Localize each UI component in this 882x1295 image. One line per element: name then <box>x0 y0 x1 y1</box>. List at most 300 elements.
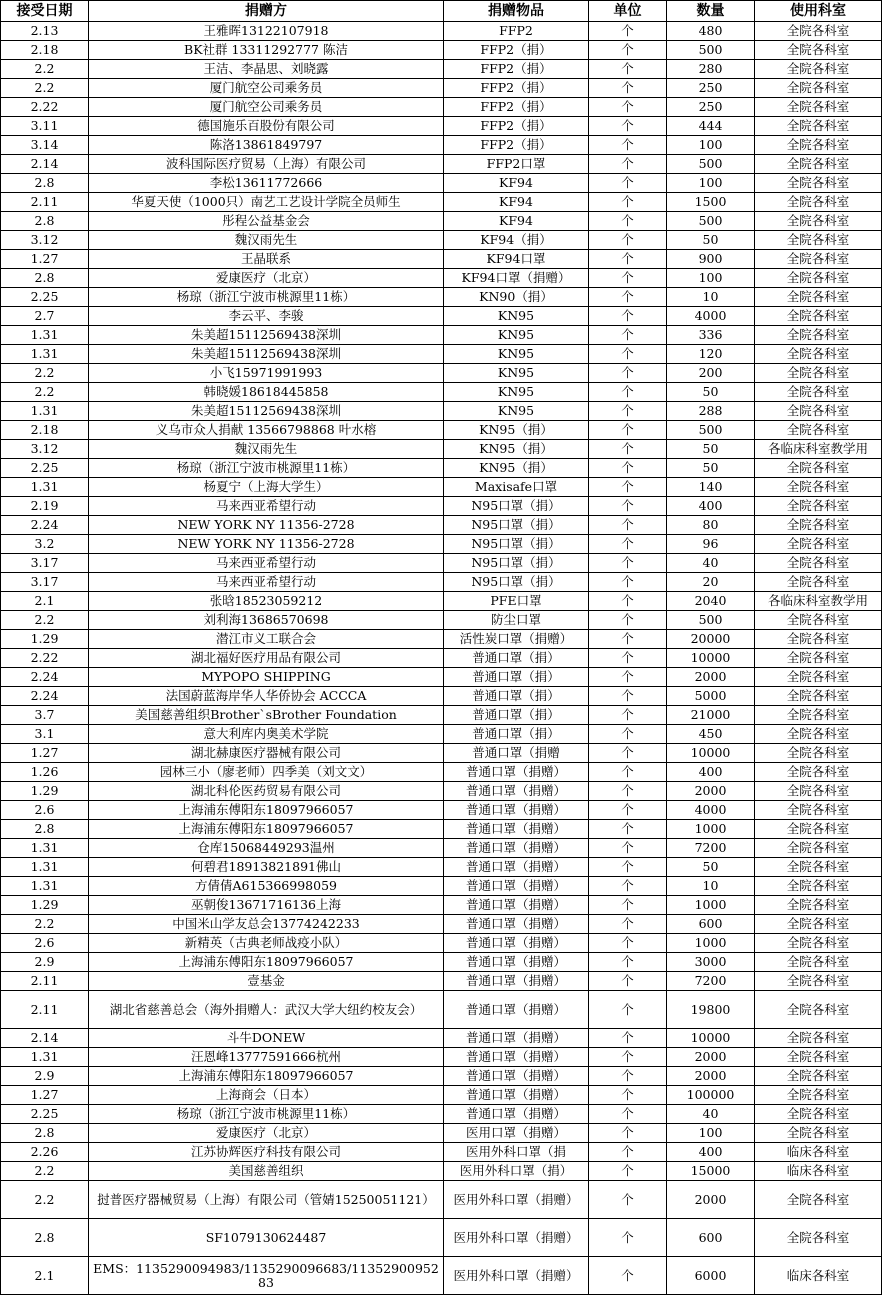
cell-unit: 个 <box>589 364 667 383</box>
cell-unit: 个 <box>589 535 667 554</box>
table-row <box>1 915 882 934</box>
cell-quantity: 10000 <box>667 744 755 763</box>
cell-item: FFP2 <box>444 22 589 41</box>
cell-donor: 爱康医疗（北京） <box>89 1124 444 1143</box>
cell-donor: 杨琼（浙江宁波市桃源里11栋） <box>89 459 444 478</box>
table-row <box>1 630 882 649</box>
cell-unit: 个 <box>589 744 667 763</box>
cell-unit: 个 <box>589 1105 667 1124</box>
cell-department: 全院各科室 <box>755 364 882 383</box>
table-row <box>1 1162 882 1181</box>
cell-unit: 个 <box>589 991 667 1029</box>
cell-donor: 小飞15971991993 <box>89 364 444 383</box>
table-row <box>1 592 882 611</box>
cell-donor: 上海浦东傅阳东18097966057 <box>89 801 444 820</box>
cell-item: 普通口罩（捐） <box>444 706 589 725</box>
header-row <box>1 1 882 22</box>
cell-quantity: 600 <box>667 1219 755 1257</box>
cell-date: 2.1 <box>1 592 89 611</box>
cell-item: 普通口罩（捐赠） <box>444 1086 589 1105</box>
table-row <box>1 98 882 117</box>
cell-department: 全院各科室 <box>755 1086 882 1105</box>
cell-donor: 湖北省慈善总会（海外捐赠人：武汉大学大纽约校友会） <box>89 991 444 1029</box>
cell-department: 全院各科室 <box>755 725 882 744</box>
cell-department: 全院各科室 <box>755 744 882 763</box>
cell-department: 全院各科室 <box>755 896 882 915</box>
table-row <box>1 478 882 497</box>
cell-date: 2.2 <box>1 611 89 630</box>
cell-department: 全院各科室 <box>755 763 882 782</box>
cell-unit: 个 <box>589 269 667 288</box>
cell-date: 2.6 <box>1 934 89 953</box>
table-body <box>1 22 882 1295</box>
cell-unit: 个 <box>589 839 667 858</box>
cell-quantity: 10 <box>667 877 755 896</box>
cell-unit: 个 <box>589 725 667 744</box>
cell-date: 2.14 <box>1 1029 89 1048</box>
cell-quantity: 50 <box>667 231 755 250</box>
cell-date: 1.31 <box>1 345 89 364</box>
cell-donor: 新精英（古典老师战疫小队） <box>89 934 444 953</box>
cell-item: 普通口罩（捐赠） <box>444 953 589 972</box>
cell-unit: 个 <box>589 307 667 326</box>
cell-quantity: 20 <box>667 573 755 592</box>
cell-department: 临床各科室 <box>755 1143 882 1162</box>
cell-donor: 李松13611772666 <box>89 174 444 193</box>
cell-date: 1.26 <box>1 763 89 782</box>
cell-unit: 个 <box>589 174 667 193</box>
cell-department: 全院各科室 <box>755 1124 882 1143</box>
cell-item: KF94口罩 <box>444 250 589 269</box>
cell-quantity: 2000 <box>667 782 755 801</box>
table-row <box>1 972 882 991</box>
cell-quantity: 80 <box>667 516 755 535</box>
cell-date: 2.19 <box>1 497 89 516</box>
cell-date: 2.18 <box>1 421 89 440</box>
table-row <box>1 155 882 174</box>
cell-quantity: 6000 <box>667 1257 755 1295</box>
cell-date: 2.2 <box>1 79 89 98</box>
cell-unit: 个 <box>589 630 667 649</box>
cell-date: 2.2 <box>1 1162 89 1181</box>
cell-donor: 方倩倩A615366998059 <box>89 877 444 896</box>
cell-donor: 江苏协辉医疗科技有限公司 <box>89 1143 444 1162</box>
table-row <box>1 364 882 383</box>
cell-date: 3.2 <box>1 535 89 554</box>
cell-quantity: 15000 <box>667 1162 755 1181</box>
cell-date: 1.31 <box>1 839 89 858</box>
cell-item: FFP2（捐） <box>444 98 589 117</box>
cell-department: 全院各科室 <box>755 231 882 250</box>
cell-donor: 爱康医疗（北京） <box>89 269 444 288</box>
table-row <box>1 573 882 592</box>
cell-item: KN95 <box>444 402 589 421</box>
cell-unit: 个 <box>589 1124 667 1143</box>
cell-date: 2.2 <box>1 1181 89 1219</box>
table-row <box>1 41 882 60</box>
cell-quantity: 10000 <box>667 1029 755 1048</box>
cell-unit: 个 <box>589 193 667 212</box>
table-row <box>1 782 882 801</box>
cell-donor: 陈洛13861849797 <box>89 136 444 155</box>
table-row <box>1 877 882 896</box>
cell-date: 2.9 <box>1 953 89 972</box>
cell-item: FFP2（捐） <box>444 60 589 79</box>
cell-donor: 马来西亚希望行动 <box>89 554 444 573</box>
table-row <box>1 763 882 782</box>
cell-department: 全院各科室 <box>755 953 882 972</box>
cell-donor: 上海商会（日本） <box>89 1086 444 1105</box>
cell-quantity: 600 <box>667 915 755 934</box>
cell-quantity: 140 <box>667 478 755 497</box>
cell-item: 医用口罩（捐赠） <box>444 1124 589 1143</box>
cell-quantity: 500 <box>667 41 755 60</box>
cell-item: 普通口罩（捐赠） <box>444 934 589 953</box>
cell-item: FFP2（捐） <box>444 136 589 155</box>
cell-date: 2.8 <box>1 1124 89 1143</box>
cell-department: 全院各科室 <box>755 345 882 364</box>
cell-donor: 义乌市众人捐献 13566798868 叶水榕 <box>89 421 444 440</box>
table-row <box>1 991 882 1029</box>
cell-date: 2.13 <box>1 22 89 41</box>
cell-department: 临床各科室 <box>755 1162 882 1181</box>
cell-item: 普通口罩（捐赠） <box>444 858 589 877</box>
cell-quantity: 50 <box>667 440 755 459</box>
cell-quantity: 2000 <box>667 1181 755 1219</box>
table-row <box>1 269 882 288</box>
cell-department: 全院各科室 <box>755 801 882 820</box>
cell-date: 1.31 <box>1 858 89 877</box>
cell-department: 全院各科室 <box>755 516 882 535</box>
table-row <box>1 1219 882 1257</box>
cell-donor: 美国慈善组织Brother`sBrother Foundation <box>89 706 444 725</box>
cell-donor: 湖北赫康医疗器械有限公司 <box>89 744 444 763</box>
cell-department: 全院各科室 <box>755 155 882 174</box>
cell-department: 全院各科室 <box>755 98 882 117</box>
cell-department: 全院各科室 <box>755 668 882 687</box>
table-row <box>1 421 882 440</box>
cell-unit: 个 <box>589 877 667 896</box>
cell-date: 1.29 <box>1 630 89 649</box>
cell-department: 全院各科室 <box>755 858 882 877</box>
cell-item: 普通口罩（捐） <box>444 668 589 687</box>
cell-date: 3.17 <box>1 554 89 573</box>
cell-quantity: 4000 <box>667 307 755 326</box>
cell-quantity: 288 <box>667 402 755 421</box>
cell-quantity: 500 <box>667 421 755 440</box>
cell-date: 2.25 <box>1 288 89 307</box>
cell-unit: 个 <box>589 212 667 231</box>
table-row <box>1 1181 882 1219</box>
cell-date: 2.11 <box>1 991 89 1029</box>
cell-donor: 朱美超15112569438深圳 <box>89 345 444 364</box>
table-row <box>1 383 882 402</box>
cell-date: 2.25 <box>1 1105 89 1124</box>
table-row <box>1 839 882 858</box>
cell-item: 普通口罩（捐赠） <box>444 801 589 820</box>
cell-date: 1.31 <box>1 1048 89 1067</box>
cell-quantity: 100 <box>667 174 755 193</box>
cell-quantity: 100 <box>667 269 755 288</box>
cell-quantity: 1000 <box>667 820 755 839</box>
table-row <box>1 459 882 478</box>
cell-quantity: 4000 <box>667 801 755 820</box>
cell-donor: 刘利海13686570698 <box>89 611 444 630</box>
cell-donor: 朱美超15112569438深圳 <box>89 402 444 421</box>
cell-item: 普通口罩（捐赠） <box>444 915 589 934</box>
cell-date: 3.17 <box>1 573 89 592</box>
cell-date: 2.2 <box>1 915 89 934</box>
cell-date: 2.8 <box>1 212 89 231</box>
table-row <box>1 1067 882 1086</box>
cell-department: 全院各科室 <box>755 554 882 573</box>
table-row <box>1 1105 882 1124</box>
cell-department: 全院各科室 <box>755 573 882 592</box>
cell-item: 普通口罩（捐赠） <box>444 763 589 782</box>
table-row <box>1 516 882 535</box>
cell-unit: 个 <box>589 1029 667 1048</box>
cell-date: 2.22 <box>1 649 89 668</box>
cell-item: 活性炭口罩（捐赠） <box>444 630 589 649</box>
cell-department: 全院各科室 <box>755 611 882 630</box>
cell-donor: 巫朝俊13671716136上海 <box>89 896 444 915</box>
cell-unit: 个 <box>589 250 667 269</box>
cell-item: KN90（捐） <box>444 288 589 307</box>
cell-donor: 韩晓媛18618445858 <box>89 383 444 402</box>
table-row <box>1 535 882 554</box>
cell-quantity: 500 <box>667 155 755 174</box>
cell-item: 普通口罩（捐赠） <box>444 820 589 839</box>
cell-quantity: 100 <box>667 136 755 155</box>
table-row <box>1 687 882 706</box>
cell-unit: 个 <box>589 1048 667 1067</box>
cell-donor: 上海浦东傅阳东18097966057 <box>89 1067 444 1086</box>
table-row <box>1 440 882 459</box>
cell-unit: 个 <box>589 706 667 725</box>
cell-quantity: 200 <box>667 364 755 383</box>
cell-item: KN95 <box>444 307 589 326</box>
cell-date: 3.1 <box>1 725 89 744</box>
cell-date: 1.31 <box>1 478 89 497</box>
cell-item: 普通口罩（捐赠） <box>444 1048 589 1067</box>
cell-department: 全院各科室 <box>755 193 882 212</box>
table-row <box>1 649 882 668</box>
cell-date: 3.14 <box>1 136 89 155</box>
cell-donor: 挝普医疗器械贸易（上海）有限公司（管婧15250051121） <box>89 1181 444 1219</box>
header-quantity: 数量 <box>667 1 755 22</box>
cell-department: 全院各科室 <box>755 649 882 668</box>
cell-donor: 厦门航空公司乘务员 <box>89 79 444 98</box>
cell-donor: 王洁、李晶思、刘晓露 <box>89 60 444 79</box>
cell-date: 3.7 <box>1 706 89 725</box>
cell-department: 全院各科室 <box>755 459 882 478</box>
table-row <box>1 934 882 953</box>
cell-department: 全院各科室 <box>755 991 882 1029</box>
cell-item: 医用外科口罩（捐 <box>444 1143 589 1162</box>
cell-item: 医用外科口罩（捐赠） <box>444 1181 589 1219</box>
cell-quantity: 500 <box>667 611 755 630</box>
cell-unit: 个 <box>589 459 667 478</box>
cell-donor: 美国慈善组织 <box>89 1162 444 1181</box>
cell-unit: 个 <box>589 1067 667 1086</box>
table-row <box>1 174 882 193</box>
table-row <box>1 193 882 212</box>
cell-unit: 个 <box>589 896 667 915</box>
cell-quantity: 480 <box>667 22 755 41</box>
cell-item: KF94 <box>444 193 589 212</box>
cell-quantity: 900 <box>667 250 755 269</box>
table-row <box>1 1048 882 1067</box>
cell-unit: 个 <box>589 820 667 839</box>
cell-unit: 个 <box>589 326 667 345</box>
table-row <box>1 60 882 79</box>
table-row <box>1 896 882 915</box>
cell-item: KN95 <box>444 326 589 345</box>
cell-unit: 个 <box>589 421 667 440</box>
cell-date: 2.24 <box>1 687 89 706</box>
cell-unit: 个 <box>589 79 667 98</box>
cell-date: 3.12 <box>1 231 89 250</box>
cell-unit: 个 <box>589 288 667 307</box>
cell-quantity: 50 <box>667 858 755 877</box>
cell-date: 2.22 <box>1 98 89 117</box>
cell-department: 全院各科室 <box>755 782 882 801</box>
cell-unit: 个 <box>589 687 667 706</box>
cell-department: 全院各科室 <box>755 174 882 193</box>
table-row <box>1 725 882 744</box>
cell-item: 普通口罩（捐赠） <box>444 1067 589 1086</box>
cell-department: 各临床科室教学用 <box>755 592 882 611</box>
table-row <box>1 1143 882 1162</box>
cell-donor: 杨琼（浙江宁波市桃源里11栋） <box>89 288 444 307</box>
cell-item: 普通口罩（捐） <box>444 725 589 744</box>
cell-donor: 魏汉雨先生 <box>89 440 444 459</box>
cell-quantity: 50 <box>667 383 755 402</box>
cell-department: 全院各科室 <box>755 79 882 98</box>
cell-quantity: 2000 <box>667 1048 755 1067</box>
cell-date: 2.2 <box>1 60 89 79</box>
cell-quantity: 50 <box>667 459 755 478</box>
table-row <box>1 250 882 269</box>
cell-date: 1.27 <box>1 744 89 763</box>
cell-donor: SF1079130624487 <box>89 1219 444 1257</box>
cell-item: N95口罩（捐） <box>444 573 589 592</box>
cell-donor: 王雅晖13122107918 <box>89 22 444 41</box>
cell-item: 普通口罩（捐赠） <box>444 991 589 1029</box>
cell-date: 2.8 <box>1 269 89 288</box>
cell-unit: 个 <box>589 763 667 782</box>
cell-quantity: 500 <box>667 212 755 231</box>
cell-item: FFP2（捐） <box>444 41 589 60</box>
cell-department: 全院各科室 <box>755 212 882 231</box>
cell-item: 普通口罩（捐） <box>444 649 589 668</box>
cell-donor: 华夏天使（1000只）南艺工艺设计学院全员师生 <box>89 193 444 212</box>
cell-department: 全院各科室 <box>755 402 882 421</box>
cell-date: 2.8 <box>1 820 89 839</box>
cell-date: 1.27 <box>1 250 89 269</box>
cell-department: 全院各科室 <box>755 288 882 307</box>
cell-date: 2.2 <box>1 364 89 383</box>
cell-department: 全院各科室 <box>755 630 882 649</box>
cell-item: N95口罩（捐） <box>444 535 589 554</box>
cell-date: 2.6 <box>1 801 89 820</box>
cell-item: 医用外科口罩（捐赠） <box>444 1219 589 1257</box>
cell-date: 2.1 <box>1 1257 89 1295</box>
cell-donor: MYPOPO SHIPPING <box>89 668 444 687</box>
cell-date: 2.8 <box>1 174 89 193</box>
cell-item: 普通口罩（捐赠） <box>444 1105 589 1124</box>
cell-department: 全院各科室 <box>755 1048 882 1067</box>
cell-item: N95口罩（捐） <box>444 497 589 516</box>
cell-item: 普通口罩（捐赠） <box>444 877 589 896</box>
table-row <box>1 1124 882 1143</box>
cell-date: 2.26 <box>1 1143 89 1162</box>
cell-donor: 斗牛DONEW <box>89 1029 444 1048</box>
cell-item: FFP2（捐） <box>444 79 589 98</box>
cell-unit: 个 <box>589 22 667 41</box>
cell-department: 全院各科室 <box>755 972 882 991</box>
cell-unit: 个 <box>589 1181 667 1219</box>
cell-donor: 马来西亚希望行动 <box>89 497 444 516</box>
cell-department: 全院各科室 <box>755 307 882 326</box>
cell-quantity: 2040 <box>667 592 755 611</box>
cell-quantity: 400 <box>667 1143 755 1162</box>
cell-department: 全院各科室 <box>755 1105 882 1124</box>
cell-unit: 个 <box>589 554 667 573</box>
cell-donor: 马来西亚希望行动 <box>89 573 444 592</box>
cell-department: 全院各科室 <box>755 1029 882 1048</box>
cell-item: Maxisafe口罩 <box>444 478 589 497</box>
cell-date: 2.24 <box>1 668 89 687</box>
cell-donor: 何碧君18913821891佛山 <box>89 858 444 877</box>
table-row <box>1 307 882 326</box>
cell-donor: 厦门航空公司乘务员 <box>89 98 444 117</box>
cell-item: 普通口罩（捐赠） <box>444 896 589 915</box>
cell-date: 1.31 <box>1 402 89 421</box>
cell-unit: 个 <box>589 41 667 60</box>
table-row <box>1 288 882 307</box>
cell-donor: EMS：1135290094983/1135290096683/1135290095283 <box>89 1257 444 1295</box>
cell-item: 普通口罩（捐赠 <box>444 744 589 763</box>
cell-donor: 杨琼（浙江宁波市桃源里11栋） <box>89 1105 444 1124</box>
cell-quantity: 336 <box>667 326 755 345</box>
cell-unit: 个 <box>589 98 667 117</box>
cell-department: 全院各科室 <box>755 706 882 725</box>
cell-date: 3.12 <box>1 440 89 459</box>
table-row <box>1 1257 882 1295</box>
cell-department: 全院各科室 <box>755 1219 882 1257</box>
table-row <box>1 858 882 877</box>
cell-date: 2.9 <box>1 1067 89 1086</box>
cell-donor: 朱美超15112569438深圳 <box>89 326 444 345</box>
cell-department: 全院各科室 <box>755 326 882 345</box>
cell-donor: 李云平、李骏 <box>89 307 444 326</box>
cell-unit: 个 <box>589 611 667 630</box>
cell-unit: 个 <box>589 117 667 136</box>
cell-quantity: 10 <box>667 288 755 307</box>
cell-item: KF94（捐） <box>444 231 589 250</box>
cell-quantity: 100 <box>667 1124 755 1143</box>
cell-department: 全院各科室 <box>755 383 882 402</box>
cell-date: 1.31 <box>1 326 89 345</box>
table-row <box>1 22 882 41</box>
cell-date: 2.7 <box>1 307 89 326</box>
cell-department: 全院各科室 <box>755 60 882 79</box>
cell-quantity: 7200 <box>667 839 755 858</box>
cell-unit: 个 <box>589 1143 667 1162</box>
header-unit: 单位 <box>589 1 667 22</box>
cell-item: KF94 <box>444 212 589 231</box>
